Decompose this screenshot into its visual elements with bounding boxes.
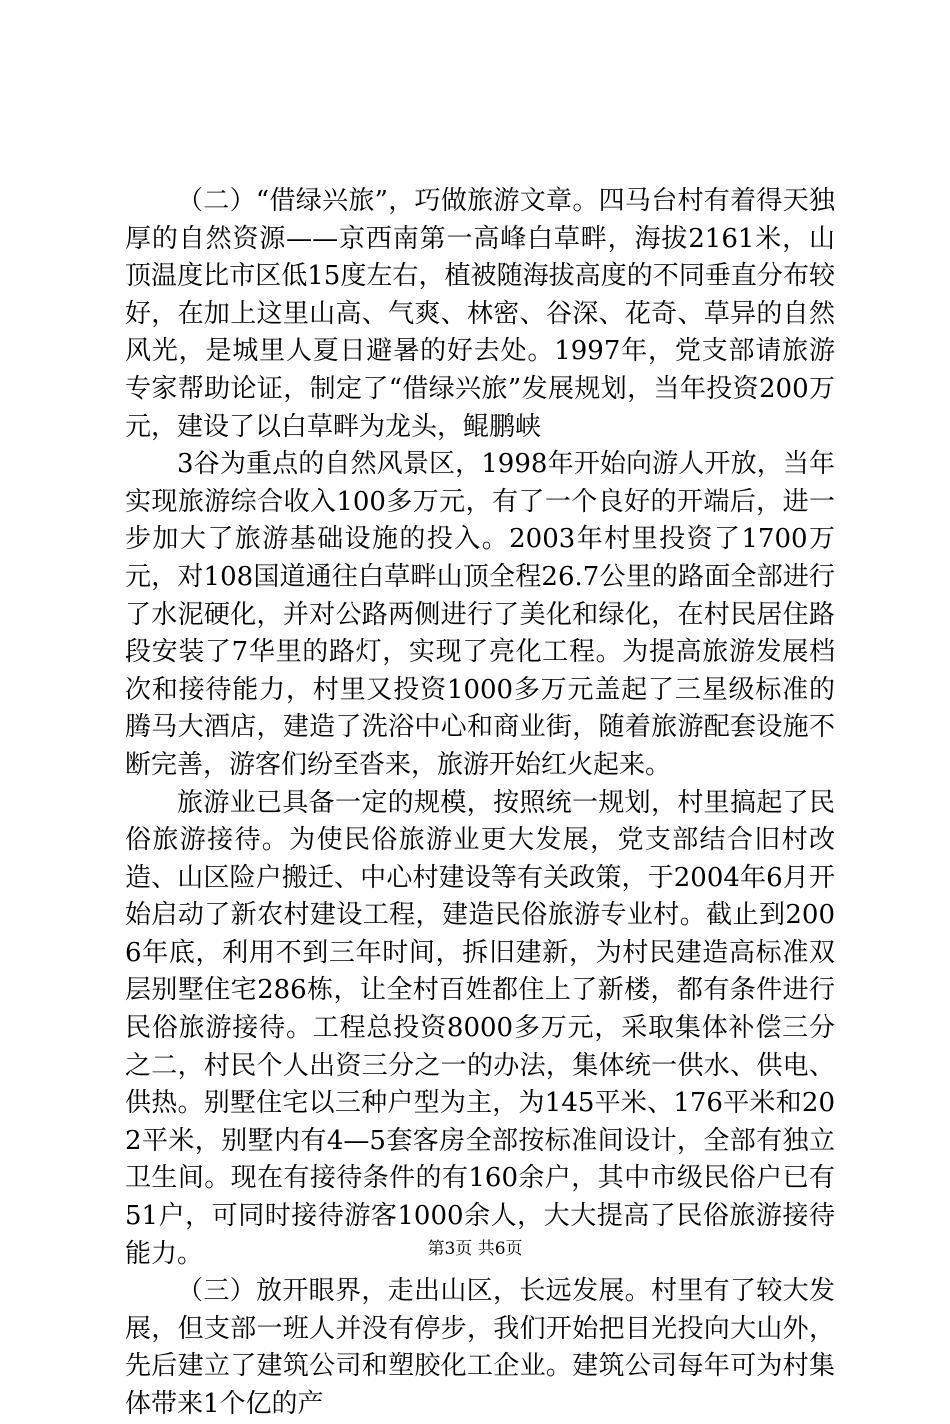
paragraph-folk-tourism: 旅游业已具备一定的规模，按照统一规划，村里搞起了民俗旅游接待。为使民俗旅游业更大发展，党支部结合旧村改造、山区险户搬迁、中心村建设等有关政策，于2004年6月开始启动了新农村建设工程，建造民俗旅游专业村。截止到2006年底，利用不到三年时间，拆旧建新，为村民建造高标准双层别墅住宅286栋，让全村百姓都住上了新楼，都有条件进行民俗旅游接待。工程总投资8000多万元，采取集体补偿三分之二，村民个人出资三分之一的办法，集体统一供水、供电、供热。别墅住宅以三种户型为主，为145平米、176平米和202平米，别墅内有4—5套客房全部按标准间设计，全部有独立卫生间。现在有接待条件的有160余户，其中市级民俗户已有51户，可同时接待游客1000余人，大大提高了民俗旅游接待能力。	[125, 787, 835, 1269]
page-number-footer: 第3页 共6页	[427, 1239, 523, 1259]
paragraph-expansion: （三）放开眼界，走出山区，长远发展。村里有了较大发展，但支部一班人并没有停步，我们开始把目光投向大山外，先后建立了建筑公司和塑胶化工企业。建筑公司每年可为村集体带来1个亿的产	[125, 1276, 835, 1419]
paragraph-scenic-area: 3谷为重点的自然风景区，1998年开始向游人开放，当年实现旅游综合收入100多万元，有了一个良好的开端后，进一步加大了旅游基础设施的投入。2003年村里投资了1700万元，对108国道通往白草畔山顶全程26.7公里的路面全部进行了水泥硬化，并对公路两侧进行了美化和绿化，在村民居住路段安装了7华里的路灯，实现了亮化工程。为提高旅游发展档次和接待能力，村里又投资1000多万元盖起了三星级标准的腾马大酒店，建造了洗浴中心和商业街，随着旅游配套设施不断完善，游客们纷至沓来，旅游开始红火起来。	[125, 449, 835, 780]
paragraph-tourism-intro: （二）“借绿兴旅”，巧做旅游文章。四马台村有着得天独厚的自然资源——京西南第一高峰白草畔，海拔2161米，山顶温度比市区低15度左右，植被随海拔高度的不同垂直分布较好，在加上这里山高、气爽、林密、谷深、花奇、草异的自然风光，是城里人夏日避暑的好去处。1997年，党支部请旅游专家帮助论证，制定了“借绿兴旅”发展规划，当年投资200万元，建设了以白草畔为龙头，鲲鹏峡	[125, 186, 835, 442]
